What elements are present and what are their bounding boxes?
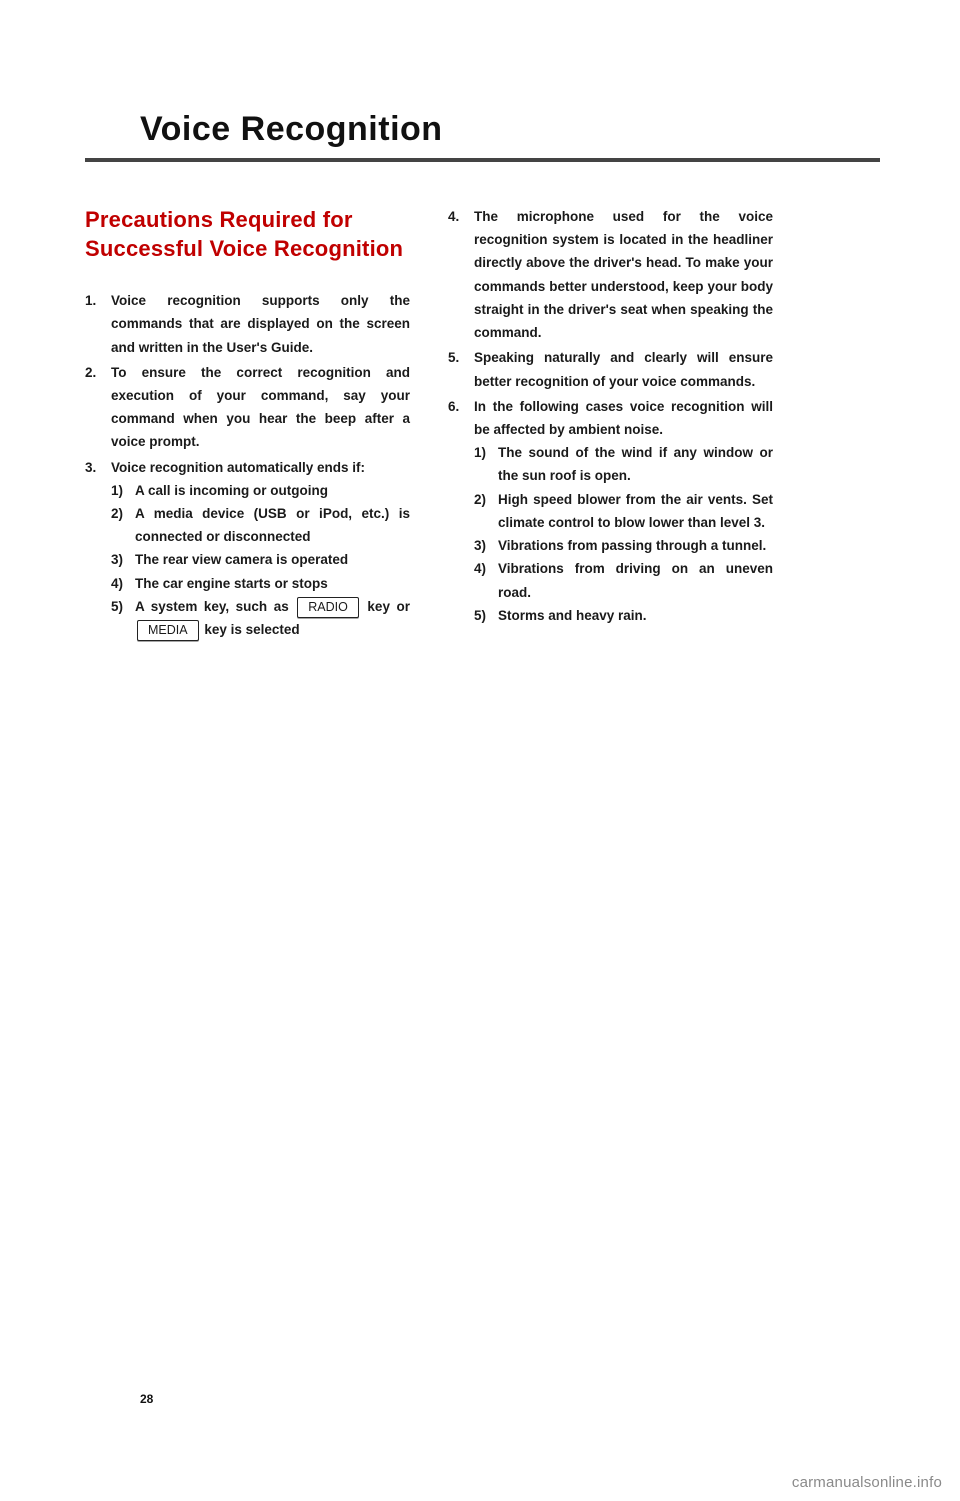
sub-list-item-text: Vibrations from passing through a tunnel.	[498, 538, 767, 554]
left-column	[85, 205, 410, 643]
list-marker: 3.	[85, 459, 97, 475]
list-item	[448, 346, 773, 392]
sub-list-item	[111, 479, 410, 502]
list-marker: 2.	[85, 364, 97, 380]
sub-list-marker: 3)	[474, 538, 487, 554]
right-numbered-list	[448, 205, 773, 627]
sub-list-item-text: High speed blower from the air vents. Set climate control to blow lower than level 3.	[498, 491, 773, 530]
sub-list-marker: 2)	[474, 491, 487, 507]
list-item-text: Speaking naturally and clearly will ensure better recognition of your voice commands.	[474, 350, 773, 389]
sub-list-marker: 2)	[111, 506, 124, 522]
list-item	[85, 289, 410, 359]
radio-key-button[interactable]: RADIO	[297, 597, 359, 618]
sub-list-item	[111, 502, 410, 548]
list-item-text: Voice recognition automatically ends if:	[111, 459, 366, 475]
list-marker: 5.	[448, 350, 460, 366]
sub-list-marker: 3)	[111, 552, 124, 568]
site-watermark: carmanualsonline.info	[791, 1474, 942, 1491]
list-item	[448, 395, 773, 627]
list-item-text: Voice recognition supports only the commands that are displayed on the screen and written in the User's Guide.	[111, 293, 410, 355]
left-numbered-list	[85, 289, 410, 641]
right-column	[448, 205, 773, 643]
list-item	[448, 205, 773, 344]
section-heading: Precautions Required for Successful Voice Recognition	[85, 207, 404, 262]
sub-list-item	[474, 441, 773, 487]
sub-list-item-text: Vibrations from driving on an uneven road.	[498, 561, 773, 600]
list-item-text: The microphone used for the voice recognition system is located in the headliner directly above the driver's head. To make your commands better understood, keep your body straight in the driver's seat when speaking the command.	[474, 209, 773, 341]
list-marker: 1.	[85, 293, 97, 309]
sub-list-marker: 5)	[111, 598, 124, 614]
sub-list-item	[111, 595, 410, 641]
sub-list-item-text: The sound of the wind if any window or the sun roof is open.	[498, 445, 773, 484]
sub-list-marker: 1)	[111, 482, 124, 498]
sub-list-item	[474, 534, 773, 557]
sub-list-marker: 5)	[474, 607, 487, 623]
list-item-text: To ensure the correct recognition and execution of your command, say your command when you hear the beep after a voice prompt.	[111, 364, 410, 450]
sub-list-item-text: The car engine starts or stops	[135, 575, 328, 591]
sub-list-marker: 4)	[111, 575, 124, 591]
sub-list-item	[474, 557, 773, 603]
sub-list-marker: 1)	[474, 445, 487, 461]
right-sub-list	[474, 441, 773, 627]
sub-list-item-text: The rear view camera is operated	[135, 552, 349, 568]
sub-list-item	[111, 548, 410, 571]
title-divider	[85, 158, 880, 162]
sub-list-item-text: A media device (USB or iPod, etc.) is connected or disconnected	[135, 506, 410, 545]
sub-list-item-text-middle: key or	[367, 598, 410, 614]
sub-list-marker: 4)	[474, 561, 487, 577]
sub-list-item-text-before: A system key, such as	[135, 598, 289, 614]
list-item	[85, 456, 410, 642]
left-sub-list	[111, 479, 410, 642]
sub-list-item	[474, 604, 773, 627]
list-marker: 4.	[448, 209, 460, 224]
page-number: 28	[140, 1392, 154, 1406]
sub-list-item	[474, 488, 773, 534]
sub-list-item	[111, 572, 410, 595]
list-item	[85, 361, 410, 454]
list-item-text: In the following cases voice recognition will be affected by ambient noise.	[474, 398, 773, 437]
sub-list-item-text: A call is incoming or outgoing	[135, 482, 329, 498]
sub-list-item-text: Storms and heavy rain.	[498, 607, 647, 623]
two-column-body	[85, 205, 885, 643]
page-title: Voice Recognition	[140, 110, 443, 148]
sub-list-item-text-after: key is selected	[204, 622, 300, 638]
list-marker: 6.	[448, 398, 460, 414]
media-key-button[interactable]: MEDIA	[137, 620, 199, 641]
